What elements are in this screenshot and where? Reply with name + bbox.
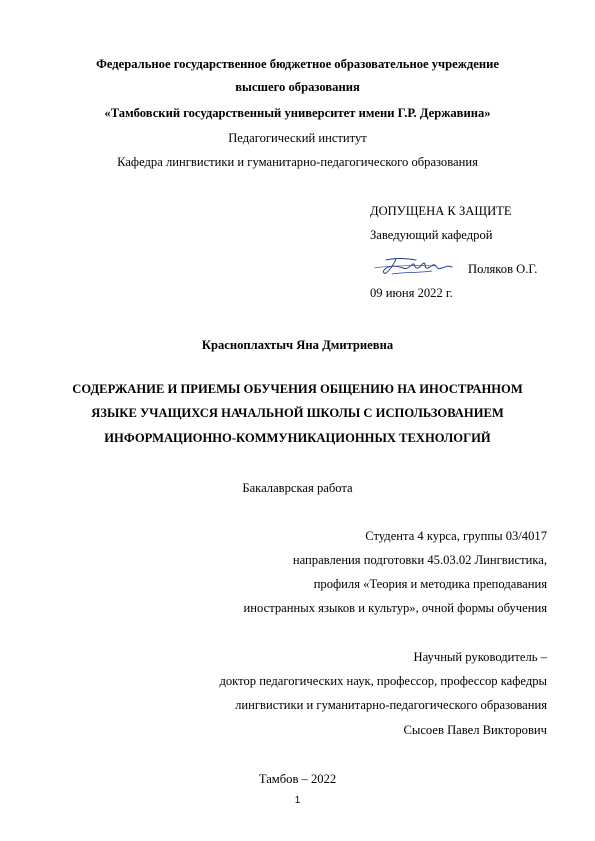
thesis-title-line-3: ИНФОРМАЦИОННО-КОММУНИКАЦИОННЫХ ТЕХНОЛОГИЙ — [104, 431, 491, 445]
student-line-2: направления подготовки 45.03.02 Лингвистика, — [292, 553, 547, 567]
approver-name: Поляков О.Г. — [468, 262, 538, 276]
city-year: Тамбов – 2022 — [258, 772, 337, 786]
supervisor-name: Сысоев Павел Викторович — [403, 723, 547, 737]
handwritten-signature — [372, 254, 470, 278]
supervisor-line-1: Научный руководитель – — [413, 650, 547, 664]
work-type: Бакалаврская работа — [242, 481, 353, 495]
supervisor-line-3: лингвистики и гуманитарно-педагогического образования — [235, 698, 547, 712]
student-line-4: иностранных языков и культур», очной формы обучения — [243, 601, 547, 615]
institute-name: Педагогический институт — [228, 131, 367, 145]
supervisor-line-2: доктор педагогических наук, профессор, профессор кафедры — [219, 674, 547, 688]
thesis-title-line-1: СОДЕРЖАНИЕ И ПРИЕМЫ ОБУЧЕНИЯ ОБЩЕНИЮ НА ИНОСТРАННОМ — [72, 382, 523, 396]
thesis-title-line-2: ЯЗЫКЕ УЧАЩИХСЯ НАЧАЛЬНОЙ ШКОЛЫ С ИСПОЛЬЗОВАНИЕМ — [91, 406, 504, 420]
header-line-2: высшего образования — [235, 80, 360, 94]
approval-role: Заведующий кафедрой — [370, 228, 493, 242]
student-line-1: Студента 4 курса, группы 03/4017 — [365, 529, 547, 543]
signature-row — [370, 254, 550, 278]
page-number: 1 — [294, 795, 301, 806]
student-line-3: профиля «Теория и методика преподавания — [313, 577, 547, 591]
approval-date: 09 июня 2022 г. — [370, 286, 453, 300]
header-line-3: «Тамбовский государственный университет имени Г.Р. Державина» — [104, 106, 491, 120]
author-name: Красноплахтыч Яна Дмитриевна — [201, 338, 394, 352]
department-name: Кафедра лингвистики и гуманитарно-педагогического образования — [117, 155, 478, 169]
header-line-1: Федеральное государственное бюджетное образовательное учреждение — [96, 57, 499, 71]
approval-status: ДОПУЩЕНА К ЗАЩИТЕ — [370, 204, 512, 218]
